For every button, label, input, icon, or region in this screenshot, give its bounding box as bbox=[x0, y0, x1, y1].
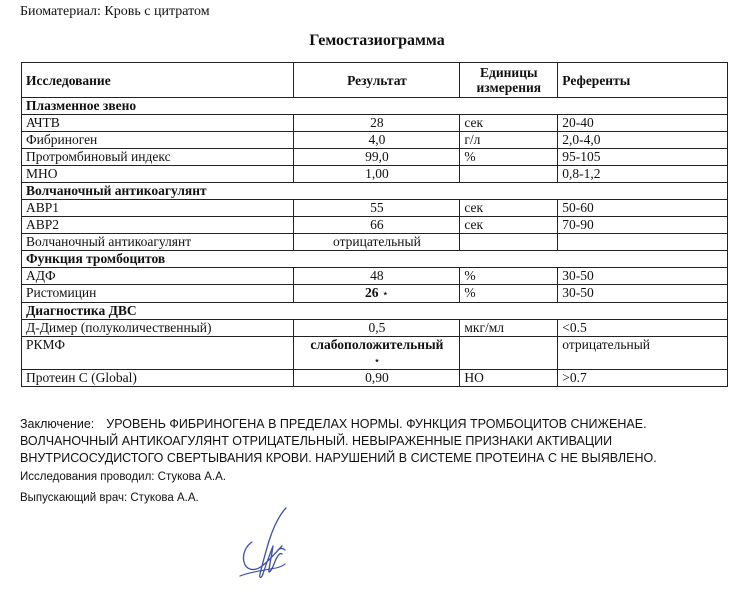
test-result: 28 bbox=[294, 115, 460, 132]
test-units: НО bbox=[460, 370, 558, 387]
test-result-value: слабоположительный bbox=[310, 337, 444, 352]
test-units: сек bbox=[460, 200, 558, 217]
test-name: АВР2 bbox=[22, 217, 294, 234]
column-header-reference: Референты bbox=[558, 63, 728, 98]
test-reference: 70-90 bbox=[558, 217, 728, 234]
table-header-row bbox=[22, 63, 728, 98]
abnormal-flag-icon: ⋆ bbox=[381, 288, 389, 300]
table-row bbox=[22, 337, 728, 370]
test-name: АЧТВ bbox=[22, 115, 294, 132]
test-result-flagged bbox=[294, 285, 460, 303]
test-result: 48 bbox=[294, 268, 460, 285]
test-name: Волчаночный антикоагулянт bbox=[22, 234, 294, 251]
test-units: г/л bbox=[460, 132, 558, 149]
test-name: Протеин С (Global) bbox=[22, 370, 294, 387]
test-units bbox=[460, 337, 558, 370]
column-header-test: Исследование bbox=[22, 63, 294, 98]
signature-icon bbox=[230, 500, 300, 585]
test-reference: 95-105 bbox=[558, 149, 728, 166]
biomaterial-label: Биоматериал: Кровь с цитратом bbox=[20, 4, 210, 19]
test-reference: 20-40 bbox=[558, 115, 728, 132]
units-header-line1: Единицы bbox=[480, 65, 538, 80]
test-reference: >0.7 bbox=[558, 370, 728, 387]
test-result: отрицательный bbox=[294, 234, 460, 251]
table-row bbox=[22, 166, 728, 183]
table-row bbox=[22, 217, 728, 234]
column-header-units bbox=[460, 63, 558, 98]
test-result: 55 bbox=[294, 200, 460, 217]
section-row bbox=[22, 98, 728, 115]
table-row bbox=[22, 268, 728, 285]
test-units: мкг/мл bbox=[460, 320, 558, 337]
table-row bbox=[22, 200, 728, 217]
test-units bbox=[460, 166, 558, 183]
test-reference: 0,8-1,2 bbox=[558, 166, 728, 183]
test-name: РКМФ bbox=[22, 337, 294, 370]
test-name: МНО bbox=[22, 166, 294, 183]
test-reference: отрицательный bbox=[558, 337, 728, 370]
test-result: 1,00 bbox=[294, 166, 460, 183]
table-row bbox=[22, 285, 728, 303]
section-title: Функция тромбоцитов bbox=[22, 251, 728, 268]
test-units: % bbox=[460, 149, 558, 166]
test-units: сек bbox=[460, 217, 558, 234]
table-row bbox=[22, 320, 728, 337]
performed-by: Исследования проводил: Стукова А.А. bbox=[20, 471, 226, 483]
test-reference: 30-50 bbox=[558, 268, 728, 285]
test-name: Ристомицин bbox=[22, 285, 294, 303]
test-units: % bbox=[460, 268, 558, 285]
test-result: 99,0 bbox=[294, 149, 460, 166]
table-row bbox=[22, 149, 728, 166]
test-units: % bbox=[460, 285, 558, 303]
test-units bbox=[460, 234, 558, 251]
table-row bbox=[22, 370, 728, 387]
test-result-flagged bbox=[294, 337, 460, 370]
document-title: Гемостазиограмма bbox=[309, 32, 445, 49]
test-name: Фибриноген bbox=[22, 132, 294, 149]
column-header-result: Результат bbox=[294, 63, 460, 98]
units-header-line2: измерения bbox=[476, 80, 542, 95]
test-reference: 2,0-4,0 bbox=[558, 132, 728, 149]
section-row bbox=[22, 251, 728, 268]
section-row bbox=[22, 183, 728, 200]
section-title: Волчаночный антикоагулянт bbox=[22, 183, 728, 200]
issuing-doctor: Выпускающий врач: Стукова А.А. bbox=[20, 492, 199, 504]
test-name: Протромбиновый индекс bbox=[22, 149, 294, 166]
test-units: сек bbox=[460, 115, 558, 132]
test-name: АВР1 bbox=[22, 200, 294, 217]
test-reference: 30-50 bbox=[558, 285, 728, 303]
test-name: АДФ bbox=[22, 268, 294, 285]
abnormal-flag-icon: ⋆ bbox=[373, 355, 381, 367]
test-result: 0,90 bbox=[294, 370, 460, 387]
table-row bbox=[22, 132, 728, 149]
conclusion-label: Заключение: bbox=[20, 417, 95, 431]
test-result: 66 bbox=[294, 217, 460, 234]
conclusion-text: УРОВЕНЬ ФИБРИНОГЕНА В ПРЕДЕЛАХ НОРМЫ. ФУНКЦИЯ ТРОМБОЦИТОВ СНИЖЕНАЕ. ВОЛЧАНОЧНЫЙ АНТИКОАГУЛЯНТ ОТРИЦАТЕЛЬНЫЙ. НЕВЫРАЖЕННЫЕ ПРИЗНАКИ АКТИВАЦИИ ВНУТРИСОСУДИСТОГО СВЕРТЫВАНИЯ КРОВИ. НАРУШЕНИЙ В СИСТЕМЕ ПРОТЕИНА С НЕ ВЫЯВЛЕНО. bbox=[20, 417, 657, 465]
test-result: 0,5 bbox=[294, 320, 460, 337]
conclusion bbox=[20, 416, 720, 467]
test-reference bbox=[558, 234, 728, 251]
section-title: Плазменное звено bbox=[22, 98, 728, 115]
results-table bbox=[21, 62, 728, 387]
test-result-value: 26 bbox=[365, 285, 379, 300]
test-result: 4,0 bbox=[294, 132, 460, 149]
test-reference: <0.5 bbox=[558, 320, 728, 337]
section-title: Диагностика ДВС bbox=[22, 303, 728, 320]
table-row bbox=[22, 115, 728, 132]
section-row bbox=[22, 303, 728, 320]
test-reference: 50-60 bbox=[558, 200, 728, 217]
table-row bbox=[22, 234, 728, 251]
test-name: Д-Димер (полуколичественный) bbox=[22, 320, 294, 337]
